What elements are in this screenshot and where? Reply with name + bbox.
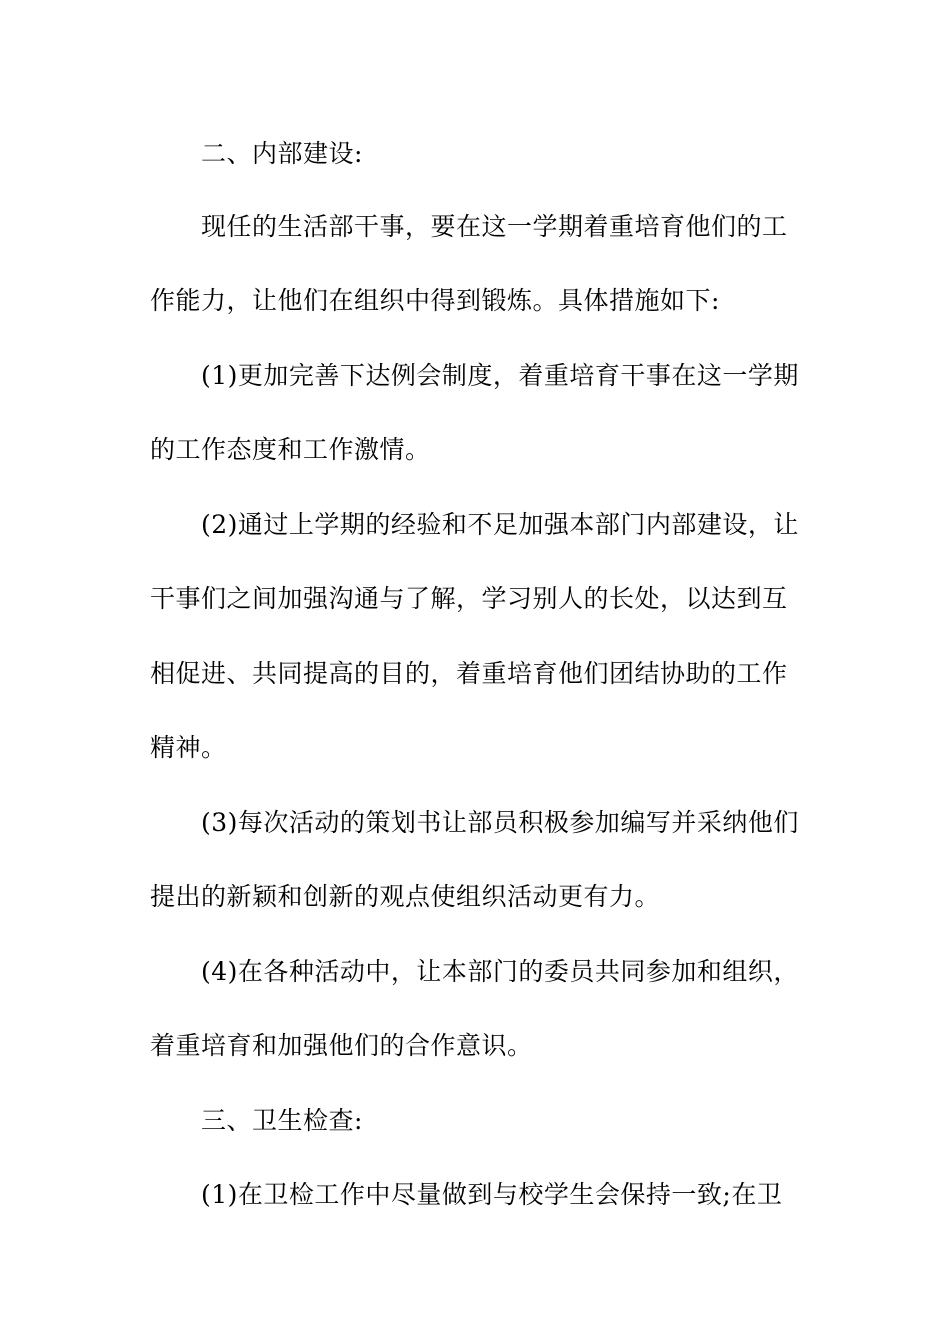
section-heading-internal-construction: 二、内部建设: <box>201 139 363 168</box>
paragraph-line: 作能力，让他们在组织中得到锻炼。具体措施如下: <box>150 286 720 315</box>
list-item-2-line: 相促进、共同提高的目的，着重培育他们团结协助的工作 <box>150 659 788 688</box>
list-item-2-line: (2)通过上学期的经验和不足加强本部门内部建设，让 <box>201 510 799 539</box>
list-item-3-line: 提出的新颖和创新的观点使组织活动更有力。 <box>150 882 661 911</box>
list-item-1-line: (1)更加完善下达例会制度，着重培育干事在这一学期 <box>201 361 799 390</box>
list-item-4-line: 着重培育和加强他们的合作意识。 <box>150 1031 533 1060</box>
paragraph-line: 现任的生活部干事，要在这一学期着重培育他们的工 <box>201 212 788 241</box>
list-item-1-line: 的工作态度和工作激情。 <box>150 435 431 464</box>
list-item-1-line: (1)在卫检工作中尽量做到与校学生会保持一致;在卫 <box>201 1180 783 1209</box>
section-heading-hygiene-inspection: 三、卫生检查: <box>201 1106 363 1135</box>
list-item-3-line: (3)每次活动的策划书让部员积极参加编写并采纳他们 <box>201 808 799 837</box>
list-item-2-line: 精神。 <box>150 733 227 762</box>
list-item-2-line: 干事们之间加强沟通与了解，学习别人的长处，以达到互 <box>150 584 788 613</box>
list-item-4-line: (4)在各种活动中，让本部门的委员共同参加和组织， <box>201 957 799 986</box>
